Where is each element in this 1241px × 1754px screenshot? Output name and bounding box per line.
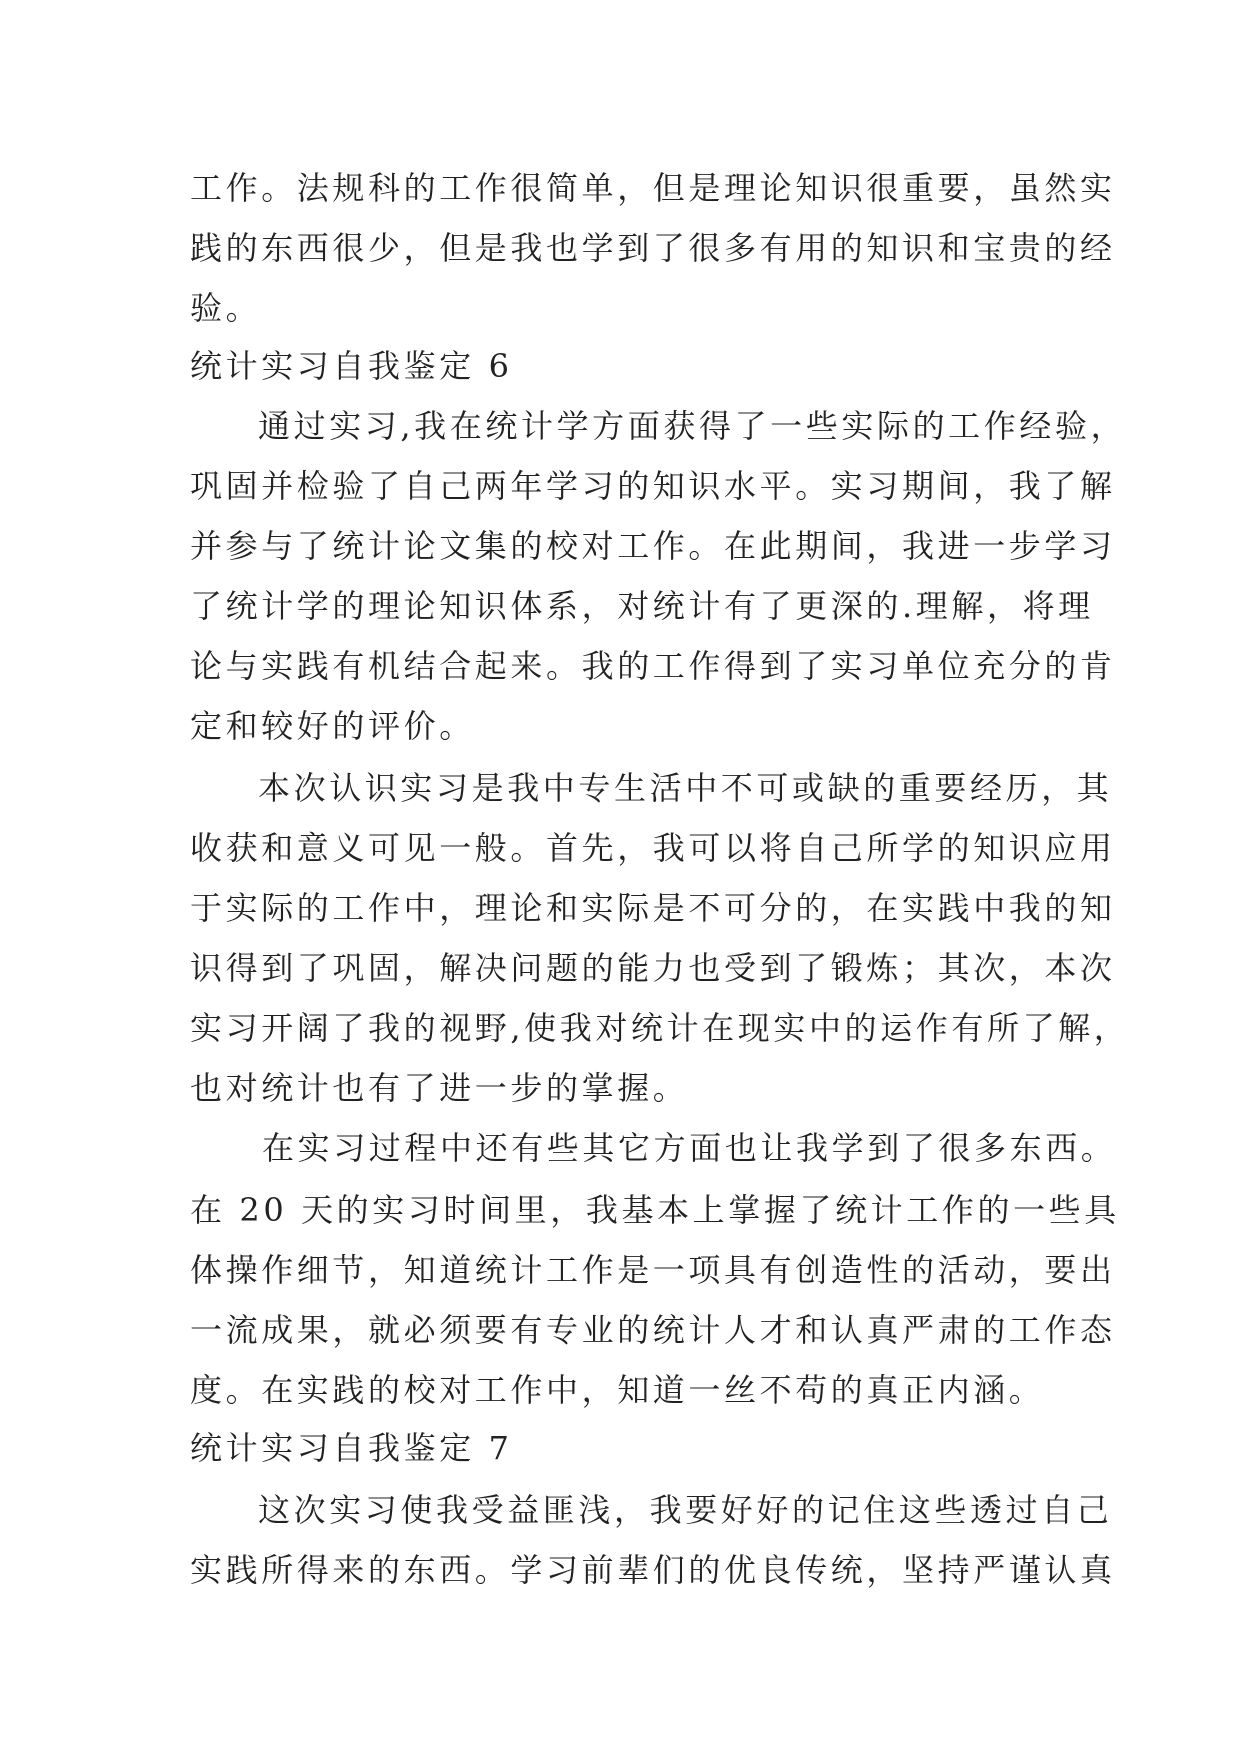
text-line: 于实际的工作中，理论和实际是不可分的，在实践中我的知 [190,889,1116,927]
text-line: 实习开阔了我的视野,使我对统计在现实中的运作有所了解， [190,1009,1130,1047]
text-line: 工作。法规科的工作很简单，但是理论知识很重要，虽然实 [190,169,1116,207]
text-line: 验。 [190,289,262,327]
text-line: 在实习过程中还有些其它方面也让我学到了很多东西。 [262,1129,1117,1167]
section-heading-6: 统计实习自我鉴定 6 [190,347,513,385]
text-line: 在 20 天的实习时间里，我基本上掌握了统计工作的一些具 [190,1191,1120,1229]
text-line: 这次实习使我受益匪浅，我要好好的记住这些透过自己 [258,1491,1113,1529]
text-line: 一流成果，就必须要有专业的统计人才和认真严肃的工作态 [190,1311,1116,1349]
text-line: 通过实习,我在统计学方面获得了一些实际的工作经验， [258,407,1127,445]
text-line: 也对统计也有了进一步的掌握。 [190,1069,689,1107]
text-line: 了统计学的理论知识体系，对统计有了更深的.理解，将理 [190,587,1094,625]
text-line: 收获和意义可见一般。首先，我可以将自己所学的知识应用 [190,829,1116,867]
text-line: 并参与了统计论文集的校对工作。在此期间，我进一步学习 [190,527,1116,565]
text-line: 实践所得来的东西。学习前辈们的优良传统，坚持严谨认真 [190,1551,1116,1589]
text-line: 巩固并检验了自己两年学习的知识水平。实习期间，我了解 [190,467,1116,505]
text-line: 识得到了巩固，解决问题的能力也受到了锻炼；其次，本次 [190,949,1116,987]
text-line: 践的东西很少，但是我也学到了很多有用的知识和宝贵的经 [190,229,1116,267]
section-heading-7: 统计实习自我鉴定 7 [190,1429,513,1467]
text-line: 定和较好的评价。 [190,707,475,745]
text-line: 本次认识实习是我中专生活中不可或缺的重要经历，其 [258,769,1113,807]
text-line: 度。在实践的校对工作中，知道一丝不苟的真正内涵。 [190,1371,1045,1409]
text-line: 论与实践有机结合起来。我的工作得到了实习单位充分的肯 [190,647,1116,685]
text-line: 体操作细节，知道统计工作是一项具有创造性的活动，要出 [190,1251,1116,1289]
